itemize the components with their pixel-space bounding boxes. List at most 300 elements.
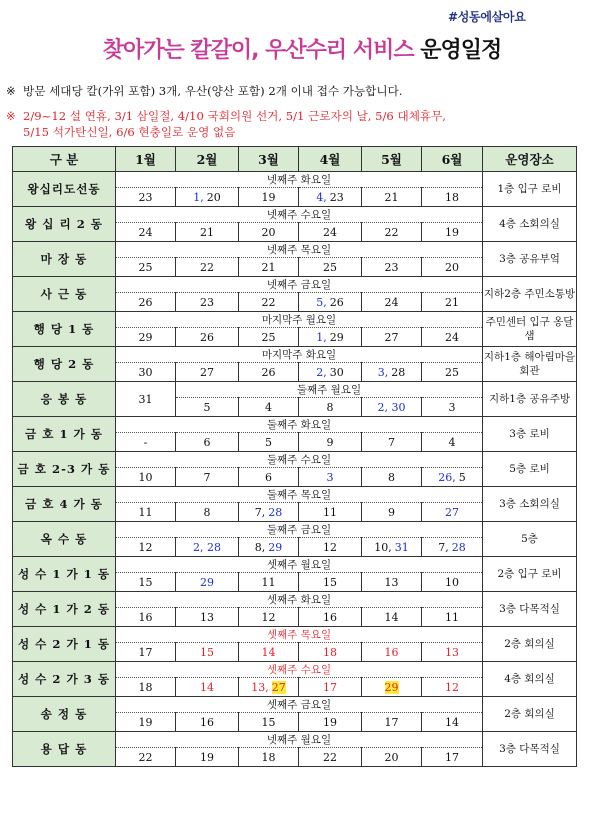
date-cell — [422, 678, 483, 697]
header-month: 6월 — [422, 147, 483, 172]
date-cell — [362, 398, 422, 417]
date-cell — [176, 748, 239, 767]
date-cell — [299, 468, 362, 487]
venue-cell: 지하1층 공유주방 — [483, 382, 577, 417]
dong-name: 왕십리도선동 — [13, 172, 116, 207]
schedule-row-week — [13, 207, 577, 223]
date-cell — [422, 188, 483, 207]
date-cell — [239, 328, 299, 347]
date-value: 19 — [445, 225, 459, 239]
date-cell — [299, 748, 362, 767]
date-cell — [299, 398, 362, 417]
note-text: 2/9~12 설 연휴, 3/1 삼일절, 4/10 국회의원 선거, 5/1 근로자의 날, 5/6 대체휴무, — [23, 109, 446, 123]
date-value: 24 — [138, 225, 153, 239]
dong-name: 옥 수 동 — [13, 522, 116, 557]
date-value: 15 — [261, 715, 276, 729]
date-value: 1, — [193, 190, 204, 204]
note-mark: ※ — [6, 84, 16, 98]
header-month: 2월 — [176, 147, 239, 172]
date-cell — [239, 608, 299, 627]
date-cell — [239, 398, 299, 417]
date-cell — [239, 503, 299, 522]
date-value: 18 — [323, 645, 337, 659]
date-value: 26 — [261, 365, 276, 379]
date-cell — [422, 293, 483, 312]
weekday-rule: 셋째주 목요일 — [116, 627, 483, 643]
date-value: 17 — [384, 715, 399, 729]
date-cell — [422, 573, 483, 592]
date-value: 12 — [261, 610, 276, 624]
note-text: 방문 세대당 칼(가위 포함) 3개, 우산(양산 포함) 2개 이내 접수 가능합니다. — [23, 84, 403, 98]
date-value: 27 — [271, 680, 286, 694]
date-value: 27 — [200, 365, 214, 379]
date-value: - — [143, 435, 148, 449]
date-value: 11 — [445, 610, 459, 624]
date-value: 26 — [200, 330, 214, 344]
venue-cell: 지하1층 해아림마을회관 — [483, 347, 577, 382]
dong-name: 응 봉 동 — [13, 382, 116, 417]
note-holidays — [6, 109, 446, 124]
title-black-text: 운영일정 — [420, 38, 502, 63]
venue-cell: 2층 입구 로비 — [483, 557, 577, 592]
weekday-rule: 마지막주 화요일 — [116, 347, 483, 363]
schedule-row-week — [13, 382, 577, 398]
date-cell — [422, 398, 483, 417]
date-value: 12 — [138, 540, 153, 554]
date-value: 23 — [138, 190, 153, 204]
date-cell — [299, 538, 362, 557]
date-value: 20 — [445, 260, 459, 274]
dong-name: 마 장 동 — [13, 242, 116, 277]
date-value: 11 — [323, 505, 337, 519]
date-cell — [116, 258, 176, 277]
date-value: 21 — [200, 225, 214, 239]
note-mark: ※ — [6, 109, 16, 123]
date-value: 14 — [384, 610, 399, 624]
date-cell — [116, 188, 176, 207]
date-value: 22 — [138, 750, 153, 764]
date-cell — [299, 643, 362, 662]
date-value: 29 — [384, 680, 399, 694]
date-cell — [239, 538, 299, 557]
schedule-row-week — [13, 662, 577, 678]
date-value: 12 — [323, 540, 337, 554]
weekday-rule: 둘째주 수요일 — [116, 452, 483, 468]
page-title — [0, 33, 604, 64]
date-cell — [362, 188, 422, 207]
date-value: 23 — [329, 190, 344, 204]
date-value: 29 — [138, 330, 153, 344]
date-value: 29 — [200, 575, 214, 589]
date-value: 10, — [374, 540, 392, 554]
date-value: 17 — [323, 680, 337, 694]
venue-cell: 3층 다목적실 — [483, 592, 577, 627]
date-value: 18 — [261, 750, 276, 764]
date-value: 5, — [316, 295, 327, 309]
schedule-row-week — [13, 242, 577, 258]
date-cell — [239, 573, 299, 592]
date-value: 22 — [200, 260, 214, 274]
date-value: 11 — [261, 575, 276, 589]
date-value: 19 — [200, 750, 214, 764]
date-cell — [116, 573, 176, 592]
date-cell — [299, 328, 362, 347]
weekday-rule: 셋째주 월요일 — [116, 557, 483, 573]
date-value: 19 — [323, 715, 337, 729]
date-cell — [239, 188, 299, 207]
header-month: 3월 — [239, 147, 299, 172]
date-value: 18 — [138, 680, 153, 694]
header-division: 구 분 — [13, 147, 116, 172]
date-cell — [239, 223, 299, 242]
date-value: 27 — [445, 505, 459, 519]
venue-cell: 3층 다목적실 — [483, 732, 577, 767]
date-value: 28 — [451, 540, 466, 554]
venue-cell: 주민센터 입구 옹달샘 — [483, 312, 577, 347]
schedule-table — [12, 146, 577, 767]
date-cell — [176, 223, 239, 242]
date-cell — [239, 643, 299, 662]
date-value: 30 — [138, 365, 153, 379]
date-value: 3 — [448, 400, 456, 414]
title-purple-text: 찾아가는 칼갈이, 우산수리 서비스 — [102, 38, 414, 63]
dong-name: 행 당 1 동 — [13, 312, 116, 347]
date-value: 8 — [326, 400, 334, 414]
schedule-row-week — [13, 312, 577, 328]
date-cell — [299, 678, 362, 697]
date-cell — [176, 258, 239, 277]
schedule-row-week — [13, 487, 577, 503]
date-cell — [176, 503, 239, 522]
date-value: 28 — [391, 365, 406, 379]
date-value: 2, — [316, 365, 327, 379]
date-value: 15 — [138, 575, 153, 589]
venue-cell: 2층 회의실 — [483, 627, 577, 662]
date-cell — [362, 713, 422, 732]
date-value: 16 — [323, 610, 337, 624]
date-value: 17 — [138, 645, 153, 659]
date-cell — [239, 748, 299, 767]
date-cell — [116, 503, 176, 522]
date-value: 2, 28 — [193, 540, 221, 554]
date-value: 16 — [200, 715, 214, 729]
date-cell — [239, 468, 299, 487]
date-value: 8, — [254, 540, 266, 554]
date-value: 17 — [445, 750, 459, 764]
date-cell — [362, 363, 422, 382]
weekday-rule: 둘째주 화요일 — [116, 417, 483, 433]
date-cell — [422, 433, 483, 452]
dong-name: 송 정 동 — [13, 697, 116, 732]
weekday-rule: 둘째주 월요일 — [176, 382, 483, 398]
header-month: 5월 — [362, 147, 422, 172]
date-value: 25 — [261, 330, 276, 344]
schedule-row-week — [13, 172, 577, 188]
date-cell — [362, 573, 422, 592]
weekday-rule: 셋째주 수요일 — [116, 662, 483, 678]
date-value: 25 — [138, 260, 153, 274]
date-cell — [176, 573, 239, 592]
date-value: 14 — [445, 715, 459, 729]
date-value: 7, — [438, 540, 449, 554]
date-cell — [116, 223, 176, 242]
date-value: 24 — [384, 295, 399, 309]
date-cell — [176, 713, 239, 732]
weekday-rule: 둘째주 목요일 — [116, 487, 483, 503]
date-cell — [176, 293, 239, 312]
date-value: 6 — [203, 435, 211, 449]
date-value: 30 — [329, 365, 344, 379]
date-value: 19 — [138, 715, 153, 729]
date-cell — [362, 223, 422, 242]
weekday-rule: 셋째주 화요일 — [116, 592, 483, 608]
date-cell — [422, 643, 483, 662]
date-cell — [116, 748, 176, 767]
date-cell — [422, 363, 483, 382]
header-month: 4월 — [299, 147, 362, 172]
date-value: 13 — [384, 575, 399, 589]
date-value: 21 — [445, 295, 459, 309]
date-value: 26, — [438, 470, 456, 484]
date-value: 21 — [261, 260, 276, 274]
date-cell — [116, 293, 176, 312]
date-value: 23 — [384, 260, 399, 274]
schedule-row-week — [13, 347, 577, 363]
dong-name: 성 수 1 가 2 동 — [13, 592, 116, 627]
date-cell — [176, 363, 239, 382]
dong-name: 성 수 1 가 1 동 — [13, 557, 116, 592]
date-cell — [239, 713, 299, 732]
date-value: 15 — [323, 575, 337, 589]
header-month: 1월 — [116, 147, 176, 172]
date-value: 5 — [265, 435, 272, 449]
date-cell — [422, 608, 483, 627]
date-value: 27 — [384, 330, 399, 344]
date-value: 13 — [200, 610, 214, 624]
dong-name: 금 호 2-3 가 동 — [13, 452, 116, 487]
date-value: 20 — [384, 750, 399, 764]
date-cell — [422, 503, 483, 522]
date-value: 25 — [323, 260, 337, 274]
note-visit-limit — [6, 84, 402, 99]
venue-cell: 5층 — [483, 522, 577, 557]
date-cell — [422, 713, 483, 732]
hashtag-label: #성동에살아요 — [448, 10, 526, 24]
date-value: 4 — [265, 400, 272, 414]
date-cell — [116, 433, 176, 452]
date-cell — [116, 328, 176, 347]
date-value: 14 — [200, 680, 214, 694]
date-cell — [116, 608, 176, 627]
date-value: 4, — [316, 190, 327, 204]
venue-cell: 4층 소회의실 — [483, 207, 577, 242]
date-value: 5 — [458, 470, 466, 484]
date-cell — [299, 188, 362, 207]
venue-cell: 지하2층 주민소통방 — [483, 277, 577, 312]
date-cell — [422, 468, 483, 487]
venue-cell: 4층 회의실 — [483, 662, 577, 697]
dong-name: 성 수 2 가 1 동 — [13, 627, 116, 662]
date-cell — [422, 328, 483, 347]
date-value: 24 — [445, 330, 459, 344]
date-value: 10 — [138, 470, 153, 484]
weekday-rule: 셋째주 금요일 — [116, 697, 483, 713]
schedule-row-week — [13, 557, 577, 573]
date-value: 13 — [445, 645, 459, 659]
date-value: 26 — [329, 295, 344, 309]
venue-cell: 2층 회의실 — [483, 697, 577, 732]
date-cell — [176, 538, 239, 557]
date-cell — [239, 293, 299, 312]
date-value: 4 — [448, 435, 456, 449]
date-value: 10 — [445, 575, 459, 589]
date-cell — [299, 363, 362, 382]
date-value: 29 — [329, 330, 344, 344]
schedule-row-week — [13, 627, 577, 643]
date-cell — [362, 748, 422, 767]
date-value: 9 — [326, 435, 334, 449]
dong-name: 성 수 2 가 3 동 — [13, 662, 116, 697]
date-cell — [362, 258, 422, 277]
date-cell — [299, 713, 362, 732]
weekday-rule: 넷째주 수요일 — [116, 207, 483, 223]
date-cell — [362, 328, 422, 347]
schedule-row-week — [13, 522, 577, 538]
date-cell — [362, 538, 422, 557]
dong-name: 사 근 동 — [13, 277, 116, 312]
date-value: 22 — [261, 295, 276, 309]
weekday-rule: 둘째주 금요일 — [116, 522, 483, 538]
schedule-row-week — [13, 417, 577, 433]
dong-name: 금 호 4 가 동 — [13, 487, 116, 522]
dong-name: 금 호 1 가 동 — [13, 417, 116, 452]
schedule-row-week — [13, 697, 577, 713]
date-cell — [176, 678, 239, 697]
schedule-row-week — [13, 452, 577, 468]
date-value: 8 — [203, 505, 211, 519]
date-cell — [362, 678, 422, 697]
date-cell — [176, 468, 239, 487]
date-value: 19 — [261, 190, 276, 204]
date-cell — [116, 538, 176, 557]
date-value: 31 — [394, 540, 409, 554]
date-cell — [299, 293, 362, 312]
note-holidays-cont: 5/15 석가탄신일, 6/6 현충일로 운영 없음 — [23, 125, 236, 139]
date-cell — [422, 538, 483, 557]
date-cell — [299, 503, 362, 522]
date-cell — [239, 258, 299, 277]
date-value: 21 — [384, 190, 399, 204]
date-value: 26 — [138, 295, 153, 309]
date-value: 3 — [326, 470, 334, 484]
date-cell — [362, 468, 422, 487]
venue-cell: 3층 소회의실 — [483, 487, 577, 522]
dong-name: 행 당 2 동 — [13, 347, 116, 382]
date-cell — [299, 258, 362, 277]
date-value: 5 — [203, 400, 211, 414]
date-cell — [422, 258, 483, 277]
date-value: 1, — [316, 330, 327, 344]
date-cell — [362, 608, 422, 627]
dong-name: 왕 십 리 2 동 — [13, 207, 116, 242]
date-value: 13, — [251, 680, 269, 694]
date-value: 9 — [388, 505, 395, 519]
date-cell — [299, 573, 362, 592]
weekday-rule: 넷째주 화요일 — [116, 172, 483, 188]
date-value: 29 — [268, 540, 283, 554]
date-value: 24 — [323, 225, 337, 239]
date-value: 16 — [138, 610, 153, 624]
date-cell — [362, 293, 422, 312]
weekday-rule: 넷째주 월요일 — [116, 732, 483, 748]
date-value: 22 — [323, 750, 337, 764]
schedule-row-week — [13, 277, 577, 293]
date-value: 20 — [206, 190, 221, 204]
date-cell — [422, 223, 483, 242]
date-value: 22 — [384, 225, 399, 239]
venue-cell: 5층 로비 — [483, 452, 577, 487]
date-cell — [176, 608, 239, 627]
date-value: 18 — [445, 190, 459, 204]
date-cell — [176, 188, 239, 207]
date-cell — [176, 433, 239, 452]
date-cell — [299, 223, 362, 242]
date-cell — [116, 713, 176, 732]
date-value: 6 — [265, 470, 272, 484]
date-cell — [362, 433, 422, 452]
date-cell — [116, 678, 176, 697]
date-cell-january: 31 — [116, 382, 176, 417]
date-value: 14 — [261, 645, 276, 659]
date-value: 12 — [445, 680, 459, 694]
date-cell — [239, 363, 299, 382]
venue-cell: 1층 입구 로비 — [483, 172, 577, 207]
date-cell — [176, 643, 239, 662]
date-value: 8 — [388, 470, 395, 484]
date-value: 28 — [268, 505, 283, 519]
date-cell — [176, 398, 239, 417]
date-value: 15 — [200, 645, 214, 659]
date-cell — [116, 468, 176, 487]
date-value: 20 — [261, 225, 276, 239]
weekday-rule: 넷째주 금요일 — [116, 277, 483, 293]
date-cell — [422, 748, 483, 767]
schedule-body — [13, 172, 577, 767]
date-cell — [176, 328, 239, 347]
venue-cell: 3층 로비 — [483, 417, 577, 452]
date-value: 3, — [377, 365, 389, 379]
weekday-rule: 마지막주 월요일 — [116, 312, 483, 328]
date-cell — [116, 363, 176, 382]
weekday-rule: 넷째주 목요일 — [116, 242, 483, 258]
date-cell — [362, 643, 422, 662]
date-cell — [299, 608, 362, 627]
date-value: 2, 30 — [377, 400, 406, 414]
dong-name: 용 답 동 — [13, 732, 116, 767]
date-cell — [239, 433, 299, 452]
date-cell — [299, 433, 362, 452]
date-value: 7 — [203, 470, 211, 484]
header-row — [13, 147, 577, 172]
date-cell — [116, 643, 176, 662]
header-place: 운영장소 — [483, 147, 577, 172]
date-cell — [362, 503, 422, 522]
date-value: 7, — [254, 505, 266, 519]
date-value: 16 — [384, 645, 399, 659]
date-value: 23 — [200, 295, 214, 309]
date-value: 7 — [388, 435, 395, 449]
schedule-row-week — [13, 732, 577, 748]
